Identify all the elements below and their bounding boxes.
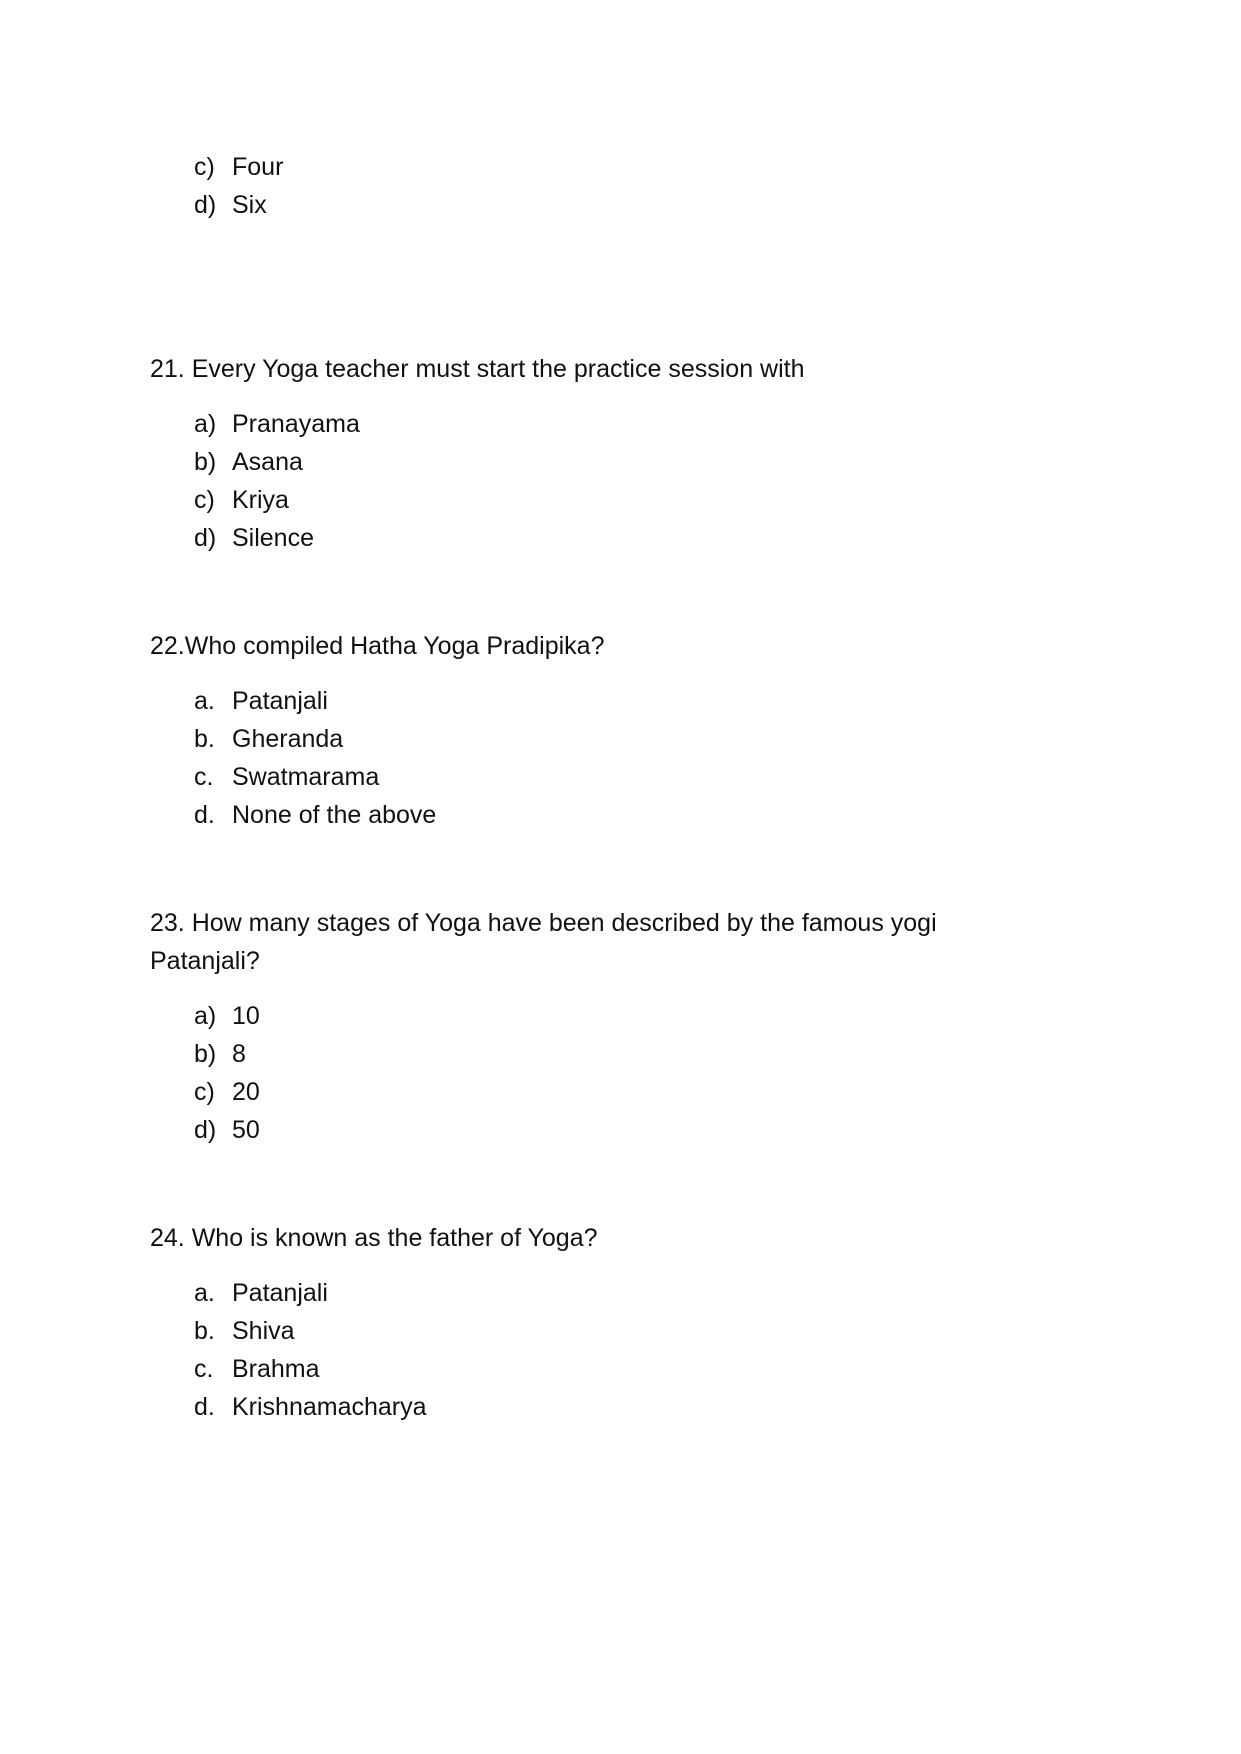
option-marker: c. <box>194 763 214 791</box>
option-marker: a. <box>194 1279 215 1307</box>
option-item <box>150 720 1030 758</box>
options-list <box>150 997 1030 1149</box>
option-item <box>150 1388 1030 1426</box>
option-marker: a) <box>194 1002 217 1030</box>
option-marker: b) <box>194 1040 217 1068</box>
option-marker: d) <box>194 524 217 552</box>
option-text: 10 <box>232 1002 260 1030</box>
option-item <box>150 481 1030 519</box>
option-item <box>150 405 1030 443</box>
option-marker: b) <box>194 448 217 476</box>
question-text: 21. Every Yoga teacher must start the practice session with <box>150 355 805 383</box>
option-text: Patanjali <box>232 687 328 715</box>
question-block-23 <box>150 904 1030 1149</box>
question-text: 24. Who is known as the father of Yoga? <box>150 1224 598 1252</box>
option-marker: c. <box>194 1355 214 1383</box>
option-item <box>150 443 1030 481</box>
option-text: Silence <box>232 524 314 552</box>
options-list <box>150 405 1030 557</box>
option-text: Gheranda <box>232 725 344 753</box>
question-block-21 <box>150 350 1030 557</box>
option-item <box>150 997 1030 1035</box>
option-item <box>150 1312 1030 1350</box>
continued-options-block <box>150 148 1030 224</box>
option-marker: a) <box>194 410 217 438</box>
option-text: Swatmarama <box>232 763 380 791</box>
option-marker: b. <box>194 1317 215 1345</box>
option-marker: d. <box>194 1393 215 1421</box>
option-item <box>150 1111 1030 1149</box>
option-item <box>150 1035 1030 1073</box>
options-list <box>150 682 1030 834</box>
question-text: 22.Who compiled Hatha Yoga Pradipika? <box>150 632 605 660</box>
option-text: Shiva <box>232 1317 295 1345</box>
option-text: Krishnamacharya <box>232 1393 427 1421</box>
option-text: Four <box>232 153 284 181</box>
option-text: 8 <box>232 1040 246 1068</box>
option-marker: c) <box>194 1078 215 1106</box>
option-marker: d) <box>194 191 217 219</box>
option-text: Kriya <box>232 486 289 514</box>
option-marker: d. <box>194 801 215 829</box>
option-item <box>150 1274 1030 1312</box>
option-text: Six <box>232 191 267 219</box>
option-marker: c) <box>194 153 215 181</box>
option-marker: d) <box>194 1116 217 1144</box>
option-item <box>150 796 1030 834</box>
option-item <box>150 682 1030 720</box>
option-text: 20 <box>232 1078 260 1106</box>
option-item <box>150 1350 1030 1388</box>
continued-options-list <box>150 148 1030 224</box>
option-text: Patanjali <box>232 1279 328 1307</box>
options-list <box>150 1274 1030 1426</box>
option-item <box>150 1073 1030 1111</box>
question-text: 23. How many stages of Yoga have been described by the famous yogi Patanjali? <box>150 909 937 975</box>
option-item <box>150 758 1030 796</box>
question-block-24 <box>150 1219 1030 1426</box>
question-block-22 <box>150 627 1030 834</box>
option-text: None of the above <box>232 801 437 829</box>
option-item <box>150 519 1030 557</box>
option-item <box>150 148 1030 186</box>
option-text: 50 <box>232 1116 260 1144</box>
option-item <box>150 186 1030 224</box>
option-text: Brahma <box>232 1355 320 1383</box>
option-text: Pranayama <box>232 410 360 438</box>
option-text: Asana <box>232 448 303 476</box>
option-marker: a. <box>194 687 215 715</box>
option-marker: b. <box>194 725 215 753</box>
option-marker: c) <box>194 486 215 514</box>
